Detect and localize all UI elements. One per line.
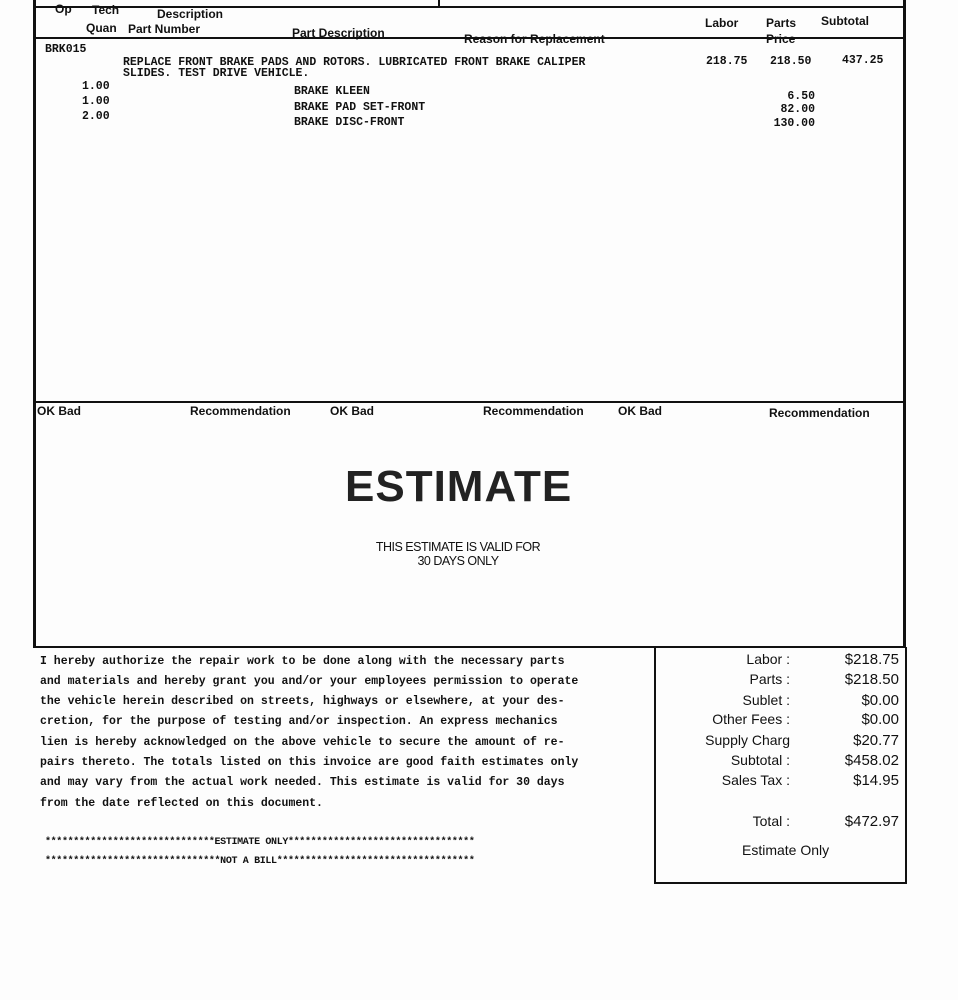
part-price: 82.00 xyxy=(780,103,815,116)
stamp-line-1: THIS ESTIMATE IS VALID FOR xyxy=(375,540,541,554)
banner-estimate-only: ******************************ESTIMATE ONLY********************************* xyxy=(45,837,475,848)
recommendation-1: Recommendation xyxy=(190,404,291,418)
part-quan: 1.00 xyxy=(82,95,110,108)
col-parts: Parts xyxy=(766,16,797,30)
terms-line: the vehicle herein described on streets, highways or elsewhere, at your des- xyxy=(40,695,565,708)
terms-line: and may vary from the actual work needed. This estimate is valid for 30 days xyxy=(40,776,565,789)
total-label-subtotal: Subtotal : xyxy=(730,752,790,768)
part-quan: 1.00 xyxy=(82,80,110,93)
total-value-other-fees: $0.00 xyxy=(861,711,899,728)
grand-total-value: $472.97 xyxy=(844,813,899,830)
estimate-only-note: Estimate Only xyxy=(742,842,830,858)
terms-line: lien is hereby acknowledged on the above vehicle to secure the amount of re- xyxy=(40,736,565,749)
col-part-description: Part Description xyxy=(292,26,385,40)
stamp-line-2: 30 DAYS ONLY xyxy=(417,554,499,568)
part-desc: BRAKE DISC-FRONT xyxy=(294,116,405,129)
total-label-sales-tax: Sales Tax : xyxy=(721,772,790,788)
estimate-stamp: ESTIMATE xyxy=(345,462,573,511)
frame-right xyxy=(903,0,906,648)
job-desc-1: REPLACE FRONT BRAKE PADS AND ROTORS. LUBRICATED FRONT BRAKE CALIPER xyxy=(123,56,586,69)
total-label-parts: Parts : xyxy=(749,671,790,687)
col-op: Op xyxy=(55,2,72,16)
col-price: Price xyxy=(766,32,796,46)
terms-line: I hereby authorize the repair work to be done along with the necessary parts xyxy=(40,655,565,668)
job-labor: 218.75 xyxy=(706,55,748,68)
col-labor: Labor xyxy=(705,16,739,30)
terms-line: from the date reflected on this document. xyxy=(40,797,323,810)
total-value-sublet: $0.00 xyxy=(861,692,899,709)
job-parts: 218.50 xyxy=(770,55,812,68)
part-price: 130.00 xyxy=(773,117,815,130)
recommendation-3: Recommendation xyxy=(769,406,870,420)
col-tech: Tech xyxy=(92,3,120,17)
part-desc: BRAKE PAD SET-FRONT xyxy=(294,101,426,114)
col-description: Description xyxy=(157,7,224,21)
total-value-subtotal: $458.02 xyxy=(844,752,899,769)
grand-total-label: Total : xyxy=(752,813,790,829)
top-divider xyxy=(438,0,440,7)
col-subtotal: Subtotal xyxy=(821,14,869,28)
total-label-labor: Labor : xyxy=(746,651,790,667)
total-value-labor: $218.75 xyxy=(844,651,899,668)
total-value-sales-tax: $14.95 xyxy=(853,772,899,789)
part-desc: BRAKE KLEEN xyxy=(294,85,370,98)
total-value-parts: $218.50 xyxy=(844,671,899,688)
col-part-number: Part Number xyxy=(128,22,201,36)
total-value-supply: $20.77 xyxy=(853,732,899,749)
terms-line: pairs thereto. The totals listed on this invoice are good faith estimates only xyxy=(40,756,579,769)
terms-line: cretion, for the purpose of testing and/or inspection. An express mechanics xyxy=(40,715,558,728)
recommendation-2: Recommendation xyxy=(483,404,584,418)
total-label-supply: Supply Charg xyxy=(705,732,790,748)
okbad-2: OK Bad xyxy=(330,404,375,418)
job-code: BRK015 xyxy=(45,43,87,56)
terms-line: and materials and hereby grant you and/or your employees permission to operate xyxy=(40,675,579,688)
frame-left xyxy=(33,0,36,648)
job-desc-2: SLIDES. TEST DRIVE VEHICLE. xyxy=(123,67,310,80)
total-label-sublet: Sublet : xyxy=(742,692,790,708)
col-reason: Reason for Replacement xyxy=(464,32,605,46)
part-quan: 2.00 xyxy=(82,110,110,123)
job-subtotal: 437.25 xyxy=(842,54,884,67)
banner-not-a-bill: *******************************NOT A BILL*********************************** xyxy=(45,856,475,867)
totals-box xyxy=(654,647,907,884)
total-label-other-fees: Other Fees : xyxy=(712,711,790,727)
okbad-3: OK Bad xyxy=(618,404,663,418)
recommend-rule xyxy=(33,401,906,403)
col-quan: Quan xyxy=(86,21,117,35)
part-price: 6.50 xyxy=(787,90,815,103)
okbad-1: OK Bad xyxy=(37,404,82,418)
